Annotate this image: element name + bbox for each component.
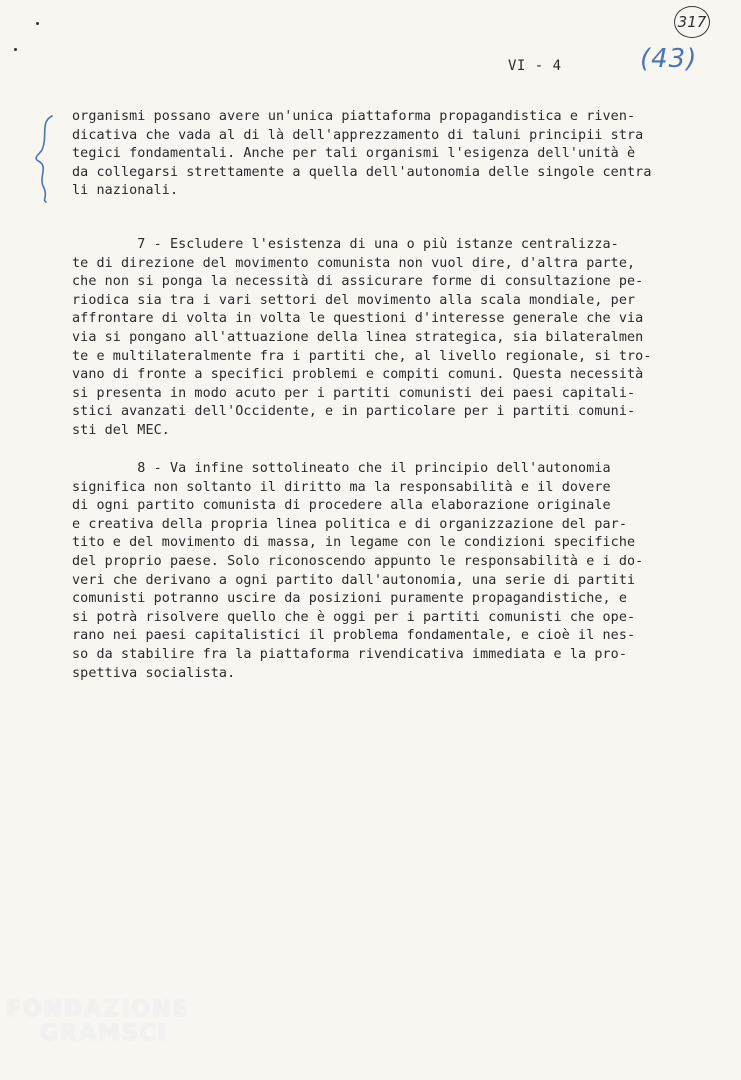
text-line: tito e del movimento di massa, in legame con le condizioni specifiche [72,535,636,551]
text-line: si potrà risolvere quello che è oggi per i partiti comunisti che ope- [72,609,636,625]
text-line: so da stabilire fra la piattaforma rivendicativa immediata e la pro- [72,646,628,662]
text-line: organismi possano avere un'unica piattaforma propagandistica e riven- [72,109,636,124]
text-line: affrontare di volta in volta le questioni d'interesse generale che via [72,311,644,327]
text-line: si presenta in modo acuto per i partiti comunisti dei paesi capitali- [72,385,636,401]
watermark-line: FONDAZIONE [6,997,190,1022]
paragraph-8 [72,460,682,683]
text-line: vano di fronte a specifici problemi e compiti comuni. Questa necessità [72,367,644,383]
circled-folio-number [674,6,710,38]
text-line: sti del MEC. [72,422,170,438]
text-line: stici avanzati dell'Occidente, e in particolare per i partiti comuni- [72,404,636,420]
archive-number: (43) [640,44,698,74]
text-line: che non si ponga la necessità di assicurare forme di consultazione pe- [72,274,644,290]
margin-dot [36,22,39,25]
text-line: veri che derivano a ogni partito dall'autonomia, una serie di partiti [72,572,636,588]
paragraph-7 [72,236,682,441]
text-line: te di direzione del movimento comunista non vuol dire, d'altra parte, [72,255,636,271]
text-line: di ogni partito comunista di procedere alla elaborazione originale [72,498,611,514]
margin-dot [14,48,17,51]
text-line: tegici fondamentali. Anche per tali organismi l'esigenza dell'unità è [72,146,636,162]
text-line: spettiva socialista. [72,665,236,681]
text-line: significa non soltanto il diritto ma la responsabilità e il dovere [72,479,611,495]
text-line: te e multilateralmente fra i partiti che, al livello regionale, si tro- [72,348,652,364]
text-line: e creativa della propria linea politica e di organizzazione del par- [72,516,628,532]
fondazione-gramsci-watermark [6,998,190,1046]
text-line: via si pongano all'attuazione della linea strategica, sia bilateralmen [72,329,644,345]
text-line: da collegarsi strettamente a quella dell'autonomia delle singole centra [72,164,652,180]
text-line: del proprio paese. Solo riconoscendo appunto le responsabilità e i do- [72,553,644,569]
margin-bracket-annotation [30,112,64,204]
text-line: dicativa che vada al di là dell'apprezzamento di taluni principii stra [72,127,644,143]
text-line: li nazionali. [72,183,179,199]
text-line: 7 - Escludere l'esistenza di una o più istanze centralizza- [72,237,619,252]
page-number: VI - 4 [508,58,562,74]
circled-folio-text: 317 [677,13,707,31]
watermark-line: GRAMSCI [40,1021,169,1046]
text-line: riodica sia tra i vari settori del movimento alla scala mondiale, per [72,292,636,308]
text-line: comunisti potranno uscire da posizioni puramente propagandistiche, e [72,591,628,607]
text-line: rano nei paesi capitalistici il problema fondamentale, e cioè il nes- [72,628,636,644]
paragraph-1 [72,108,682,201]
text-line: 8 - Va infine sottolineato che il principio dell'autonomia [72,461,611,476]
